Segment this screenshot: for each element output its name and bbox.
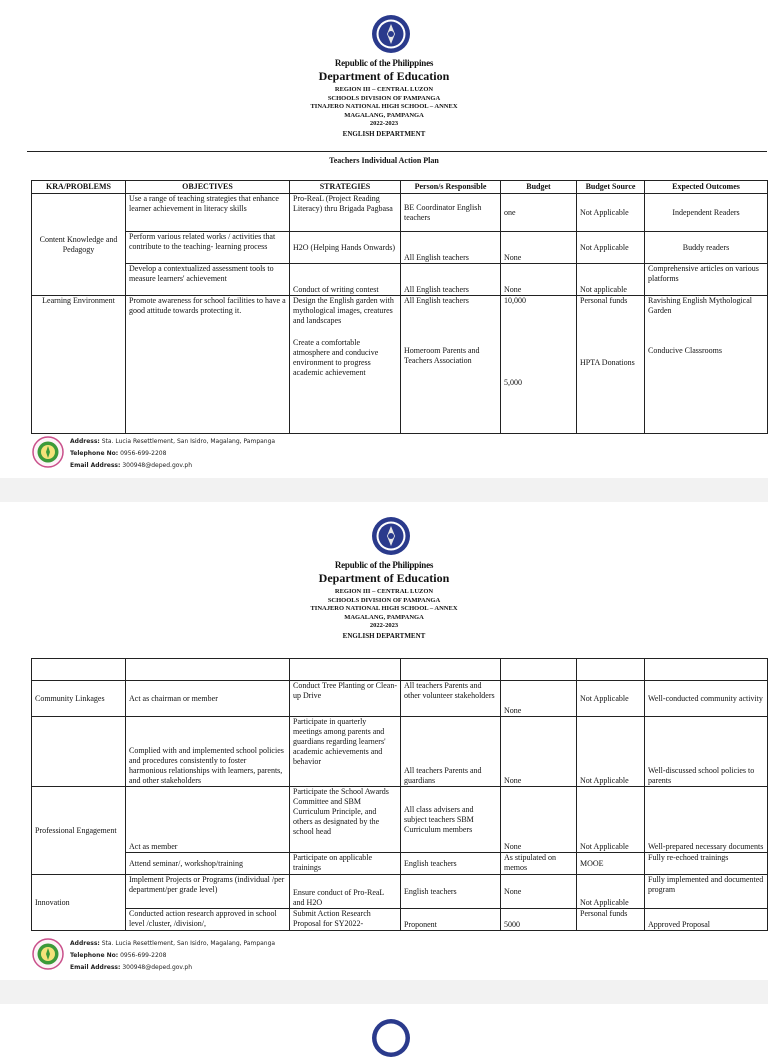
letterhead <box>0 58 768 138</box>
budget-cell: None <box>501 232 577 264</box>
strategy-text: Design the English garden with mythological images, creatures and landscapes <box>293 296 394 325</box>
table-row <box>32 296 768 434</box>
budget-cell: None <box>501 875 577 909</box>
address-label: Address: <box>70 940 100 947</box>
objective-cell: Perform various related works / activities that contribute to the teaching- learning process <box>126 232 290 264</box>
phone-text: 0956-699-2208 <box>120 450 167 457</box>
email-link[interactable]: 300948@deped.gov.ph <box>122 964 193 971</box>
column-header: Person/s Responsible <box>401 181 501 194</box>
page-gap <box>0 980 768 1004</box>
kra-cell: Content Knowledge and Pedagogy <box>32 194 126 296</box>
column-header: Budget <box>501 181 577 194</box>
column-header: OBJECTIVES <box>126 181 290 194</box>
kra-cell: Professional Engagement <box>32 787 126 875</box>
strategy-cell: Conduct Tree Planting or Clean-up Drive <box>290 681 401 717</box>
location-text: MAGALANG, PAMPANGA <box>344 613 424 621</box>
person-cell: All English teachers <box>401 264 501 296</box>
table-row <box>32 264 768 296</box>
department-unit-text: ENGLISH DEPARTMENT <box>342 129 426 138</box>
outcome-cell: Well-conducted community activity <box>645 681 768 717</box>
phone-text: 0956-699-2208 <box>120 952 167 959</box>
table-header-row-empty <box>32 659 768 681</box>
outcome-cell <box>645 296 768 434</box>
header-rule <box>27 151 767 152</box>
address-text: Sta. Lucia Resettlement, San Isidro, Magalang, Pampanga <box>101 940 276 947</box>
strategy-cell: Pro-ReaL (Project Reading Literacy) thru Brigada Pagbasa <box>290 194 401 232</box>
objective-cell: Complied with and implemented school policies and procedures consistently to foster harmonious relationships with learners, parents, and other stakeholders <box>126 717 290 787</box>
objective-cell: Act as member <box>126 787 290 853</box>
budget-text: 10,000 <box>504 296 526 305</box>
person-cell: All English teachers <box>401 232 501 264</box>
footer-contact <box>70 436 275 472</box>
page-gap <box>0 478 768 502</box>
objective-cell: Implement Projects or Programs (individual /per department/per grade level) <box>126 875 290 909</box>
action-plan-table <box>31 658 768 931</box>
outcome-cell: Well-discussed school policies to parents <box>645 717 768 787</box>
deped-seal-icon <box>371 516 411 556</box>
strategy-cell: Ensure conduct of Pro-ReaL and H2O <box>290 875 401 909</box>
budget-source-cell: Not Applicable <box>577 875 645 909</box>
republic-text: Republic of the Philippines <box>334 560 434 570</box>
email-label: Email Address: <box>70 462 121 469</box>
table-row <box>32 787 768 853</box>
outcome-cell: Buddy readers <box>645 232 768 264</box>
outcome-cell: Comprehensive articles on various platforms <box>645 264 768 296</box>
person-text: Homeroom Parents and Teachers Association <box>404 346 480 365</box>
email-link[interactable]: 300948@deped.gov.ph <box>122 462 193 469</box>
objective-cell: Attend seminar/, workshop/training <box>126 853 290 875</box>
budget-source-cell: Not Applicable <box>577 194 645 232</box>
budget-source-cell: Not applicable <box>577 264 645 296</box>
budget-cell <box>501 296 577 434</box>
person-cell: Proponent <box>401 909 501 931</box>
table-row <box>32 232 768 264</box>
objective-cell: Conducted action research approved in school level /cluster, /division/, <box>126 909 290 931</box>
budget-source-cell: Not Applicable <box>577 717 645 787</box>
person-cell: All teachers Parents and other volunteer stakeholders <box>401 681 501 717</box>
table-row <box>32 875 768 909</box>
kra-cell: Innovation <box>32 875 126 931</box>
table-header-row <box>32 181 768 194</box>
division-text: SCHOOLS DIVISION OF PAMPANGA <box>327 94 441 102</box>
budget-source-cell: Not Applicable <box>577 681 645 717</box>
budget-cell: As stipulated on memos <box>501 853 577 875</box>
school-logo-icon <box>32 436 64 468</box>
table-row <box>32 853 768 875</box>
person-cell: English teachers <box>401 853 501 875</box>
column-header: Expected Outcomes <box>645 181 768 194</box>
document-page-3 <box>0 1004 768 1024</box>
document-page-2 <box>0 502 768 980</box>
address-label: Address: <box>70 438 100 445</box>
outcome-text: Ravishing English Mythological Garden <box>648 296 752 315</box>
table-row <box>32 194 768 232</box>
strategy-cell: Participate on applicable trainings <box>290 853 401 875</box>
region-text: REGION III – CENTRAL LUZON <box>334 588 434 595</box>
outcome-cell: Well-prepared necessary documents <box>645 787 768 853</box>
school-year-text: 2022-2023 <box>369 622 399 629</box>
page-footer <box>32 436 532 470</box>
division-text: SCHOOLS DIVISION OF PAMPANGA <box>327 596 441 604</box>
table-row <box>32 909 768 931</box>
outcome-text: Conducive Classrooms <box>648 346 722 355</box>
region-text: REGION III – CENTRAL LUZON <box>334 86 434 93</box>
person-cell: All class advisers and subject teachers SBM Curriculum members <box>401 787 501 853</box>
objective-cell: Use a range of teaching strategies that enhance learner achievement in literacy skills <box>126 194 290 232</box>
outcome-cell: Approved Proposal <box>645 909 768 931</box>
strategy-cell: Participate in quarterly meetings among parents and guardians regarding learners' academic achievements and behavior <box>290 717 401 787</box>
budget-text: 5,000 <box>504 378 522 387</box>
budget-cell: one <box>501 194 577 232</box>
school-logo-icon <box>32 938 64 970</box>
location-text: MAGALANG, PAMPANGA <box>344 111 424 119</box>
person-cell: BE Coordinator English teachers <box>401 194 501 232</box>
table-row <box>32 717 768 787</box>
budget-source-cell: Not Applicable <box>577 232 645 264</box>
address-text: Sta. Lucia Resettlement, San Isidro, Magalang, Pampanga <box>101 438 276 445</box>
strategy-cell: H2O (Helping Hands Onwards) <box>290 232 401 264</box>
republic-text: Republic of the Philippines <box>334 58 434 68</box>
department-title: Department of Education <box>318 69 450 83</box>
kra-cell: Community Linkages <box>32 681 126 717</box>
footer-contact <box>70 938 275 974</box>
budget-cell: None <box>501 681 577 717</box>
kra-cell-empty <box>32 717 126 787</box>
outcome-cell: Fully implemented and documented program <box>645 875 768 909</box>
phone-label: Telephone No: <box>70 450 119 457</box>
kra-cell: Learning Environment <box>32 296 126 434</box>
budget-source-cell: Not Applicable <box>577 787 645 853</box>
person-cell <box>401 296 501 434</box>
budget-cell: 5000 <box>501 909 577 931</box>
deped-seal-icon <box>371 14 411 54</box>
budget-cell: None <box>501 787 577 853</box>
school-text: TINAJERO NATIONAL HIGH SCHOOL – ANNEX <box>310 103 458 110</box>
page-footer <box>32 938 532 972</box>
column-header: KRA/PROBLEMS <box>32 181 126 194</box>
strategy-cell: Submit Action Research Proposal for SY2022- <box>290 909 401 931</box>
deped-seal-icon <box>371 1018 411 1058</box>
person-text: All English teachers <box>404 296 469 305</box>
budget-source-text: HPTA Donations <box>580 358 635 367</box>
plan-title: Teachers Individual Action Plan <box>329 156 439 165</box>
column-header: Budget Source <box>577 181 645 194</box>
budget-source-text: Personal funds <box>580 296 628 305</box>
strategy-cell <box>290 296 401 434</box>
school-year-text: 2022-2023 <box>369 120 399 127</box>
letterhead <box>0 560 768 640</box>
document-page-1 <box>0 0 768 478</box>
budget-cell: None <box>501 264 577 296</box>
outcome-cell: Independent Readers <box>645 194 768 232</box>
school-text: TINAJERO NATIONAL HIGH SCHOOL – ANNEX <box>310 605 458 612</box>
email-label: Email Address: <box>70 964 121 971</box>
objective-cell: Develop a contextualized assessment tools to measure learners' achievement <box>126 264 290 296</box>
person-cell: English teachers <box>401 875 501 909</box>
budget-cell: None <box>501 717 577 787</box>
department-title: Department of Education <box>318 571 450 585</box>
person-cell: All teachers Parents and guardians <box>401 717 501 787</box>
budget-source-cell: MOOE <box>577 853 645 875</box>
table-row <box>32 681 768 717</box>
strategy-cell: Participate the School Awards Committee and SBM Curriculum Principle, and others as designated by the school head <box>290 787 401 853</box>
department-unit-text: ENGLISH DEPARTMENT <box>342 631 426 640</box>
objective-cell: Promote awareness for school facilities to have a good attitude towards protecting it. <box>126 296 290 434</box>
phone-label: Telephone No: <box>70 952 119 959</box>
outcome-cell: Fully re-echoed trainings <box>645 853 768 875</box>
objective-cell: Act as chairman or member <box>126 681 290 717</box>
strategy-cell: Conduct of writing contest <box>290 264 401 296</box>
strategy-text: Create a comfortable atmosphere and conducive environment to progress academic achievement <box>293 338 379 377</box>
column-header: STRATEGIES <box>290 181 401 194</box>
budget-source-cell: Personal funds <box>577 909 645 931</box>
action-plan-table <box>31 180 768 434</box>
budget-source-cell <box>577 296 645 434</box>
